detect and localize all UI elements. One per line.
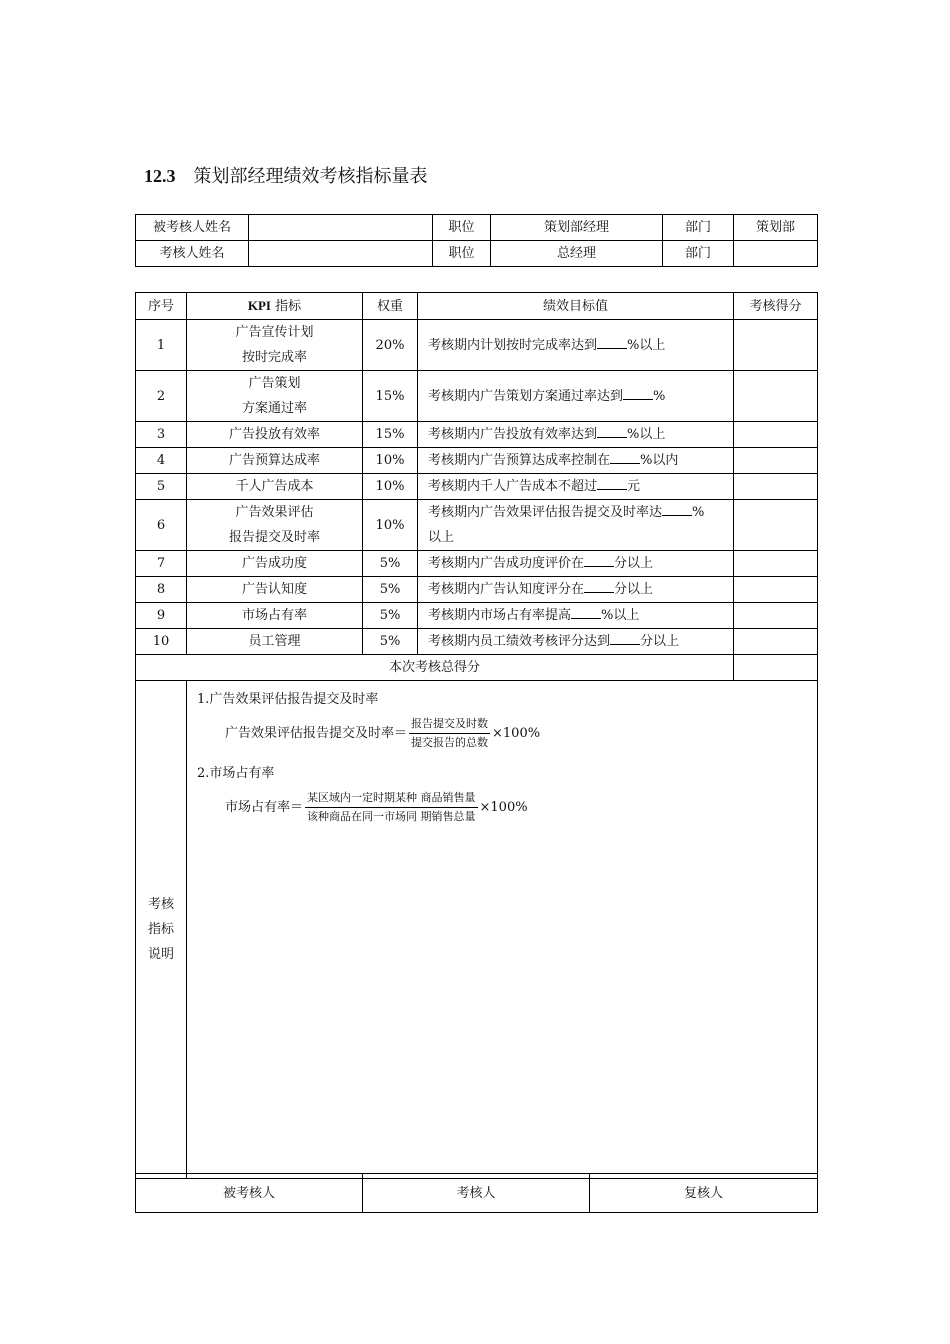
kpi-row [136,500,818,551]
kpi-score-cell[interactable] [734,551,818,577]
target-blank[interactable] [597,423,627,438]
target-suffix: %以内 [640,453,679,468]
position-label: 职位 [433,215,491,241]
formula-2-lhs: 市场占有率＝ [225,800,304,815]
target-continuation: 以上 [428,530,455,545]
department-label: 部门 [663,241,734,267]
target-suffix: %以上 [627,427,666,442]
reviewer-name-field[interactable] [249,241,433,267]
kpi-score-cell[interactable] [734,500,818,551]
description-content [187,681,818,1179]
kpi-body [136,320,818,655]
target-blank[interactable] [662,501,692,516]
target-text: 考核期内市场占有率提高 [428,608,572,623]
kpi-no: 4 [136,448,187,474]
kpi-name-line: 广告投放有效率 [228,427,320,442]
formula-1-title: 1.广告效果评估报告提交及时率 [197,692,379,707]
target-blank[interactable] [610,449,640,464]
kpi-target [418,603,734,629]
formula-2-denominator: 该种商品在同一市场同 期销售总量 [307,810,476,823]
kpi-name-line: 广告效果评估 [235,505,314,520]
kpi-no: 2 [136,371,187,422]
target-text: 考核期内员工绩效考核评分达到 [428,634,611,649]
total-label: 本次考核总得分 [136,655,734,681]
info-table [135,214,818,267]
target-blank[interactable] [597,475,627,490]
formula-1-numerator: 报告提交及时数 [409,715,490,734]
kpi-no: 6 [136,500,187,551]
reviewer-signature[interactable]: 考核人 [363,1174,590,1213]
target-suffix: 元 [627,479,641,494]
formula-1-rhs: ×100% [492,726,541,741]
header-weight: 权重 [363,293,418,320]
kpi-target [418,629,734,655]
target-blank[interactable] [610,630,640,645]
target-text: 考核期内广告成功度评价在 [428,556,585,571]
kpi-score-cell[interactable] [734,448,818,474]
kpi-name [187,474,363,500]
formula-1 [225,715,540,752]
header-score: 考核得分 [734,293,818,320]
kpi-name-line: 按时完成率 [241,350,307,365]
kpi-weight: 5% [363,577,418,603]
department-value[interactable] [734,241,818,267]
signature-table [135,1173,818,1213]
kpi-name-line: 广告预算达成率 [228,453,320,468]
kpi-no: 3 [136,422,187,448]
header-kpi-bold: KPI [247,298,271,313]
kpi-target [418,474,734,500]
header-kpi [187,293,363,320]
total-score-cell[interactable] [734,655,818,681]
kpi-name-line: 广告成功度 [241,556,307,571]
kpi-target [418,320,734,371]
kpi-target [418,500,734,551]
kpi-weight: 5% [363,603,418,629]
target-suffix: % [653,388,666,404]
kpi-no: 7 [136,551,187,577]
kpi-weight: 10% [363,500,418,551]
section-number: 12.3 [144,166,176,186]
kpi-no: 9 [136,603,187,629]
description-label-line: 考核 [147,897,174,912]
info-row-reviewer [136,241,818,267]
target-blank[interactable] [584,578,614,593]
formula-2 [225,789,528,826]
description-label-line: 说明 [147,947,174,962]
reviewee-name-field[interactable] [249,215,433,241]
formula-2-title: 2.市场占有率 [197,766,275,781]
kpi-name [187,500,363,551]
info-row-reviewee [136,215,818,241]
kpi-header-row [136,293,818,320]
total-row [136,655,818,681]
kpi-no: 10 [136,629,187,655]
target-text: 考核期内千人广告成本不超过 [428,479,598,494]
kpi-target [418,577,734,603]
department-value: 策划部 [734,215,818,241]
kpi-name [187,629,363,655]
position-label: 职位 [433,241,491,267]
kpi-name-line: 广告认知度 [241,582,307,597]
kpi-weight: 10% [363,474,418,500]
kpi-name-line: 报告提交及时率 [228,530,320,545]
kpi-name [187,577,363,603]
department-label: 部门 [663,215,734,241]
kpi-no: 5 [136,474,187,500]
kpi-score-cell[interactable] [734,371,818,422]
position-value: 总经理 [491,241,663,267]
formula-1-lhs: 广告效果评估报告提交及时率＝ [225,726,408,741]
target-text: 考核期内广告预算达成率控制在 [428,453,611,468]
kpi-name [187,551,363,577]
formula-1-fraction [409,715,490,752]
target-blank[interactable] [584,552,614,567]
kpi-row [136,422,818,448]
position-value: 策划部经理 [491,215,663,241]
kpi-target [418,551,734,577]
description-label [136,681,187,1179]
kpi-row [136,448,818,474]
kpi-name-line: 员工管理 [248,634,301,649]
reviewee-name-label: 被考核人姓名 [136,215,249,241]
kpi-row [136,474,818,500]
formula-2-fraction [305,789,478,826]
kpi-name [187,603,363,629]
target-blank[interactable] [597,334,627,349]
kpi-score-cell[interactable] [734,629,818,655]
kpi-weight: 5% [363,551,418,577]
kpi-name-line: 方案通过率 [241,401,307,416]
kpi-weight: 15% [363,422,418,448]
formula-1-denominator: 提交报告的总数 [411,736,489,749]
target-blank[interactable] [571,604,601,619]
rechecker-signature[interactable]: 复核人 [590,1174,818,1213]
target-suffix: %以上 [601,608,640,623]
kpi-weight: 10% [363,448,418,474]
target-text: 考核期内广告策划方案通过率达到 [428,388,624,404]
kpi-target [418,448,734,474]
kpi-name [187,448,363,474]
page-title [144,162,428,190]
target-text: 考核期内计划按时完成率达到 [428,337,598,353]
kpi-score-cell[interactable] [734,577,818,603]
kpi-target [418,371,734,422]
kpi-score-cell[interactable] [734,320,818,371]
kpi-score-cell[interactable] [734,422,818,448]
kpi-name [187,320,363,371]
target-text: 考核期内广告认知度评分在 [428,582,585,597]
kpi-name [187,422,363,448]
kpi-no: 1 [136,320,187,371]
kpi-score-cell[interactable] [734,474,818,500]
kpi-name-line: 市场占有率 [241,608,307,623]
kpi-name-line: 广告策划 [248,376,301,391]
kpi-row [136,371,818,422]
description-label-line: 指标 [147,922,174,937]
kpi-table [135,292,818,1179]
reviewee-signature[interactable]: 被考核人 [136,1174,363,1213]
kpi-name [187,371,363,422]
kpi-no: 8 [136,577,187,603]
formula-2-rhs: ×100% [479,800,528,815]
target-suffix: 分以上 [614,556,654,571]
formula-2-numerator: 某区域内一定时期某种 商品销售量 [305,789,478,808]
kpi-target [418,422,734,448]
target-suffix: %以上 [627,337,666,353]
kpi-row [136,629,818,655]
kpi-row [136,603,818,629]
target-text: 考核期内广告投放有效率达到 [428,427,598,442]
target-suffix: 分以上 [640,634,680,649]
header-no: 序号 [136,293,187,320]
reviewer-name-label: 考核人姓名 [136,241,249,267]
kpi-weight: 15% [363,371,418,422]
header-target: 绩效目标值 [418,293,734,320]
kpi-weight: 5% [363,629,418,655]
kpi-score-cell[interactable] [734,603,818,629]
signature-row [136,1174,818,1213]
target-text: 考核期内广告效果评估报告提交及时率达 [428,505,663,520]
kpi-weight: 20% [363,320,418,371]
header-kpi-rest: 指标 [270,299,302,314]
kpi-row [136,551,818,577]
target-suffix: 分以上 [614,582,654,597]
kpi-name-line: 广告宣传计划 [235,325,314,340]
title-text: 策划部经理绩效考核指标量表 [193,166,428,187]
description-row [136,681,818,1179]
kpi-row [136,320,818,371]
kpi-row [136,577,818,603]
kpi-name-line: 千人广告成本 [235,479,314,494]
target-blank[interactable] [623,385,653,400]
target-suffix: % [692,505,705,520]
